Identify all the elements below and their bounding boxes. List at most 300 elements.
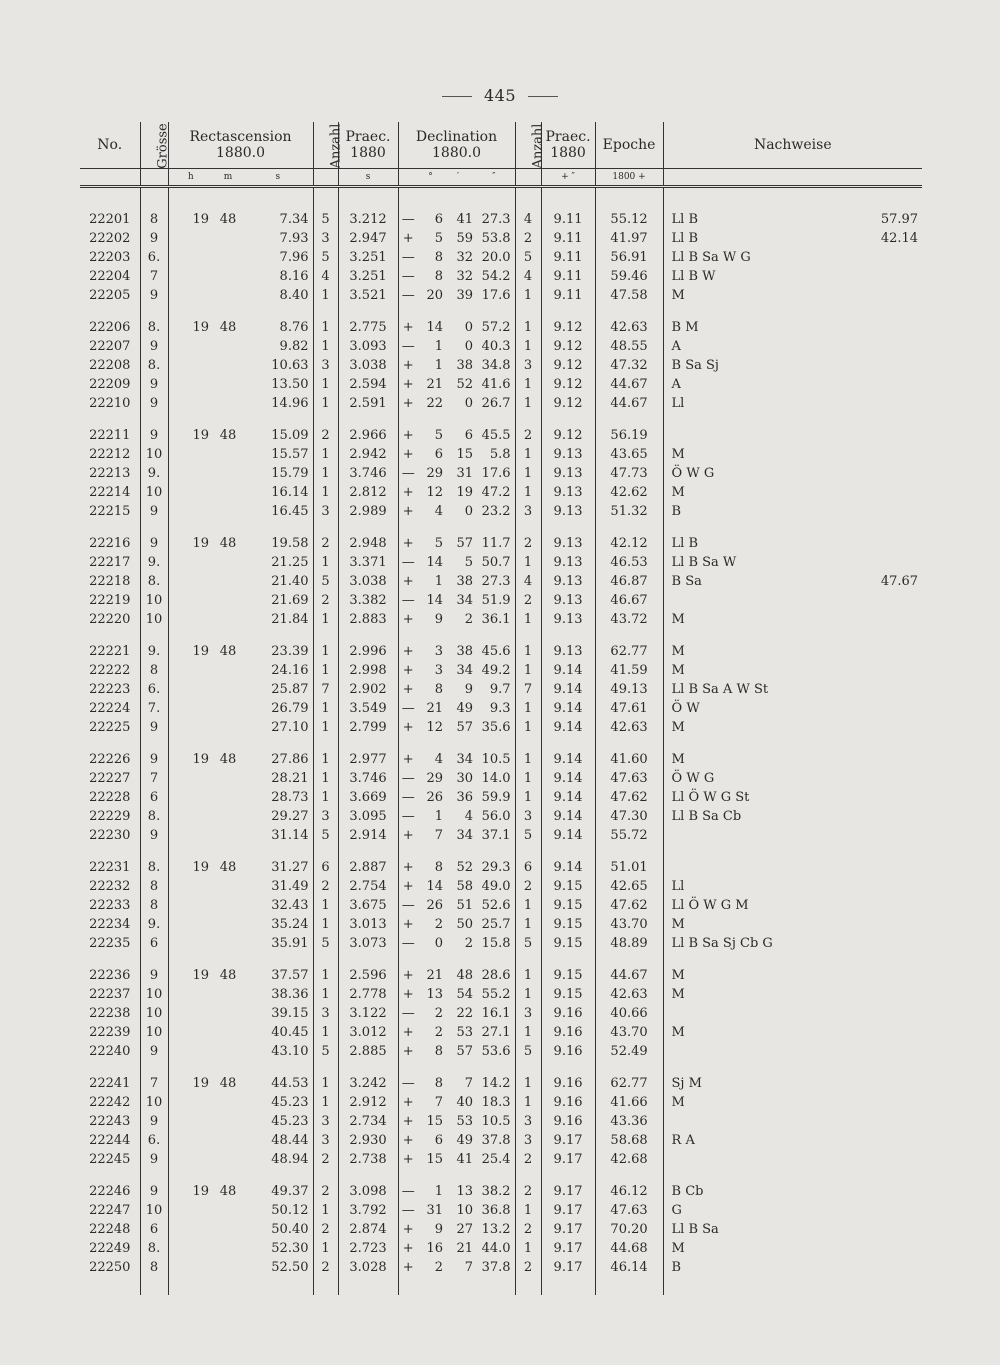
cell-ra-hours bbox=[168, 356, 213, 375]
cell-anzahl-dec: 1 bbox=[515, 1023, 541, 1042]
cell-anzahl: 1 bbox=[313, 953, 338, 985]
table-row bbox=[80, 807, 922, 826]
cell-ra-minutes bbox=[213, 248, 243, 267]
cell-anzahl: 1 bbox=[313, 1201, 338, 1220]
cell-dec-arcmin: 7 bbox=[464, 1260, 473, 1275]
cell-ra-hours bbox=[168, 1150, 213, 1169]
cell-nachweise-extra bbox=[823, 807, 922, 826]
cell-dec-degrees: 9 bbox=[434, 612, 443, 627]
cell-dec-sign: + bbox=[398, 1042, 418, 1061]
cell-dec-sign: — bbox=[398, 464, 418, 483]
cell-ra-hours bbox=[168, 1042, 213, 1061]
cell-praec-ra: 3.251 bbox=[338, 267, 398, 286]
cell-ra-minutes bbox=[213, 375, 243, 394]
cell-nachweise: Ö W G bbox=[663, 464, 823, 483]
cell-ra-minutes bbox=[213, 356, 243, 375]
cell-no: 22223 bbox=[89, 682, 131, 697]
cell-epoche: 40.66 bbox=[595, 1004, 663, 1023]
subheader-praec-dec-unit: + ″ bbox=[541, 169, 595, 187]
cell-dec-sign: + bbox=[398, 1023, 418, 1042]
cell-nachweise-extra bbox=[823, 1004, 922, 1023]
cell-dec-sign: — bbox=[398, 699, 418, 718]
cell-anzahl-dec: 2 bbox=[515, 1169, 541, 1201]
cell-dec-sign: + bbox=[398, 1239, 418, 1258]
cell-nachweise: M bbox=[663, 445, 823, 464]
cell-anzahl: 1 bbox=[313, 1061, 338, 1093]
table-row bbox=[80, 896, 922, 915]
cell-dec-arcsec: 53.6 bbox=[481, 1044, 511, 1059]
cell-dec-arcsec: 15.8 bbox=[481, 936, 511, 951]
cell-dec-sign: + bbox=[398, 1093, 418, 1112]
cell-nachweise-extra bbox=[823, 502, 922, 521]
cell-ra-minutes bbox=[213, 1042, 243, 1061]
cell-praec-ra: 3.746 bbox=[338, 464, 398, 483]
cell-praec-dec: 9.16 bbox=[541, 1042, 595, 1061]
cell-praec-dec: 9.14 bbox=[541, 737, 595, 769]
cell-epoche: 44.67 bbox=[595, 375, 663, 394]
cell-praec-dec: 9.16 bbox=[541, 1061, 595, 1093]
cell-dec-arcmin: 50 bbox=[456, 917, 473, 932]
cell-dec-sign: + bbox=[398, 953, 418, 985]
cell-groesse: 8. bbox=[140, 807, 168, 826]
cell-anzahl-dec: 2 bbox=[515, 229, 541, 248]
cell-dec-degrees: 16 bbox=[426, 1241, 443, 1256]
cell-dec-degrees: 21 bbox=[426, 968, 443, 983]
cell-dec-arcmin: 30 bbox=[456, 771, 473, 786]
cell-ra-minutes bbox=[213, 1150, 243, 1169]
cell-praec-ra: 3.028 bbox=[338, 1258, 398, 1277]
cell-dec-arcmin: 48 bbox=[456, 968, 473, 983]
cell-dec-sign: + bbox=[398, 375, 418, 394]
cell-groesse: 9 bbox=[140, 337, 168, 356]
cell-anzahl-dec: 2 bbox=[515, 521, 541, 553]
cell-nachweise-extra bbox=[823, 845, 922, 877]
cell-dec-degrees: 7 bbox=[434, 1095, 443, 1110]
cell-groesse: 8 bbox=[140, 661, 168, 680]
cell-no: 22224 bbox=[89, 701, 131, 716]
cell-ra-hours: 19 bbox=[168, 413, 213, 445]
cell-dec-degrees: 20 bbox=[426, 288, 443, 303]
cell-praec-ra: 3.093 bbox=[338, 337, 398, 356]
cell-dec-arcsec: 27.3 bbox=[481, 212, 511, 227]
cell-dec-arcmin: 32 bbox=[456, 269, 473, 284]
cell-no: 22228 bbox=[89, 790, 131, 805]
cell-dec-arcsec: 47.2 bbox=[481, 485, 511, 500]
cell-ra-minutes bbox=[213, 1131, 243, 1150]
cell-ra-minutes bbox=[213, 934, 243, 953]
cell-nachweise: Ll B Sa bbox=[663, 1220, 823, 1239]
cell-dec-arcmin: 41 bbox=[456, 212, 473, 227]
cell-ra-seconds: 48.44 bbox=[271, 1133, 309, 1148]
cell-dec-arcsec: 25.4 bbox=[481, 1152, 511, 1167]
cell-ra-hours bbox=[168, 1220, 213, 1239]
cell-no: 22234 bbox=[89, 917, 131, 932]
cell-praec-dec: 9.12 bbox=[541, 375, 595, 394]
cell-nachweise-extra bbox=[823, 826, 922, 845]
cell-nachweise-extra bbox=[823, 1201, 922, 1220]
cell-dec-degrees: 31 bbox=[426, 1203, 443, 1218]
cell-dec-degrees: 21 bbox=[426, 377, 443, 392]
cell-praec-dec: 9.17 bbox=[541, 1169, 595, 1201]
cell-no: 22215 bbox=[89, 504, 131, 519]
cell-groesse: 6. bbox=[140, 1131, 168, 1150]
cell-ra-hours bbox=[168, 591, 213, 610]
cell-dec-arcmin: 58 bbox=[456, 879, 473, 894]
cell-anzahl-dec: 7 bbox=[515, 680, 541, 699]
cell-epoche: 49.13 bbox=[595, 680, 663, 699]
cell-nachweise-extra bbox=[823, 413, 922, 445]
cell-nachweise-extra bbox=[823, 394, 922, 413]
cell-epoche: 47.30 bbox=[595, 807, 663, 826]
cell-nachweise: B Cb bbox=[663, 1169, 823, 1201]
subheader-seconds: s bbox=[243, 169, 313, 187]
cell-dec-sign: — bbox=[398, 769, 418, 788]
cell-anzahl: 1 bbox=[313, 337, 338, 356]
cell-nachweise-extra bbox=[823, 521, 922, 553]
cell-epoche: 52.49 bbox=[595, 1042, 663, 1061]
cell-groesse: 7 bbox=[140, 267, 168, 286]
cell-anzahl: 4 bbox=[313, 267, 338, 286]
table-row bbox=[80, 1042, 922, 1061]
cell-groesse: 10 bbox=[140, 985, 168, 1004]
cell-epoche: 43.72 bbox=[595, 610, 663, 629]
cell-dec-degrees: 3 bbox=[434, 663, 443, 678]
cell-no: 22231 bbox=[89, 860, 131, 875]
cell-praec-ra: 2.883 bbox=[338, 610, 398, 629]
cell-no: 22226 bbox=[89, 752, 131, 767]
cell-anzahl-dec: 1 bbox=[515, 788, 541, 807]
cell-epoche: 55.12 bbox=[595, 187, 663, 230]
cell-no: 22247 bbox=[89, 1203, 131, 1218]
table-row bbox=[80, 1220, 922, 1239]
cell-nachweise: M bbox=[663, 718, 823, 737]
cell-no: 22218 bbox=[89, 574, 131, 589]
cell-nachweise-extra bbox=[823, 610, 922, 629]
cell-nachweise: M bbox=[663, 629, 823, 661]
cell-praec-ra: 2.914 bbox=[338, 826, 398, 845]
cell-anzahl-dec: 2 bbox=[515, 1258, 541, 1277]
cell-dec-sign: + bbox=[398, 737, 418, 769]
cell-dec-degrees: 5 bbox=[434, 428, 443, 443]
cell-epoche: 62.77 bbox=[595, 1061, 663, 1093]
cell-nachweise: M bbox=[663, 610, 823, 629]
cell-dec-arcmin: 7 bbox=[464, 1076, 473, 1091]
cell-dec-degrees: 14 bbox=[426, 879, 443, 894]
cell-dec-sign: + bbox=[398, 826, 418, 845]
cell-ra-seconds: 39.15 bbox=[271, 1006, 309, 1021]
cell-dec-sign: + bbox=[398, 229, 418, 248]
cell-no: 22248 bbox=[89, 1222, 131, 1237]
table-row bbox=[80, 629, 922, 661]
cell-praec-dec: 9.17 bbox=[541, 1220, 595, 1239]
subheader-arcmin: ′ bbox=[443, 169, 473, 187]
table-row bbox=[80, 375, 922, 394]
cell-ra-minutes: 48 bbox=[219, 1076, 237, 1091]
cell-ra-seconds: 26.79 bbox=[271, 701, 309, 716]
cell-praec-ra: 2.887 bbox=[338, 845, 398, 877]
table-row bbox=[80, 267, 922, 286]
cell-dec-degrees: 12 bbox=[426, 720, 443, 735]
table-row bbox=[80, 1131, 922, 1150]
cell-nachweise-extra bbox=[823, 248, 922, 267]
cell-epoche: 58.68 bbox=[595, 1131, 663, 1150]
cell-nachweise-extra bbox=[823, 699, 922, 718]
cell-dec-arcsec: 38.2 bbox=[481, 1184, 511, 1199]
cell-dec-sign: + bbox=[398, 877, 418, 896]
cell-epoche: 44.68 bbox=[595, 1239, 663, 1258]
cell-epoche: 46.53 bbox=[595, 553, 663, 572]
cell-nachweise-extra bbox=[823, 375, 922, 394]
cell-dec-arcsec: 59.9 bbox=[481, 790, 511, 805]
cell-anzahl-dec: 3 bbox=[515, 1112, 541, 1131]
cell-anzahl-dec: 2 bbox=[515, 1220, 541, 1239]
cell-praec-ra: 2.902 bbox=[338, 680, 398, 699]
cell-praec-ra: 3.669 bbox=[338, 788, 398, 807]
cell-praec-ra: 2.591 bbox=[338, 394, 398, 413]
cell-ra-hours bbox=[168, 267, 213, 286]
cell-dec-degrees: 29 bbox=[426, 466, 443, 481]
cell-dec-arcsec: 13.2 bbox=[481, 1222, 511, 1237]
cell-groesse: 10 bbox=[140, 445, 168, 464]
cell-dec-sign: + bbox=[398, 985, 418, 1004]
cell-dec-arcsec: 26.7 bbox=[481, 396, 511, 411]
cell-anzahl-dec: 1 bbox=[515, 769, 541, 788]
table-row bbox=[80, 187, 922, 230]
cell-epoche: 46.12 bbox=[595, 1169, 663, 1201]
cell-praec-ra: 3.038 bbox=[338, 572, 398, 591]
cell-dec-degrees: 15 bbox=[426, 1114, 443, 1129]
cell-epoche: 47.32 bbox=[595, 356, 663, 375]
table-row bbox=[80, 1201, 922, 1220]
cell-ra-minutes bbox=[213, 807, 243, 826]
cell-dec-degrees: 2 bbox=[434, 1260, 443, 1275]
cell-anzahl: 1 bbox=[313, 305, 338, 337]
cell-nachweise: Ll B Sa A W St bbox=[663, 680, 823, 699]
cell-no: 22214 bbox=[89, 485, 131, 500]
table-row bbox=[80, 1093, 922, 1112]
cell-dec-sign: + bbox=[398, 305, 418, 337]
cell-no: 22236 bbox=[89, 968, 131, 983]
cell-ra-hours bbox=[168, 699, 213, 718]
cell-anzahl: 2 bbox=[313, 413, 338, 445]
table-row bbox=[80, 826, 922, 845]
cell-anzahl-dec: 1 bbox=[515, 610, 541, 629]
cell-dec-sign: + bbox=[398, 1112, 418, 1131]
cell-ra-seconds: 52.30 bbox=[271, 1241, 309, 1256]
cell-nachweise: A bbox=[663, 375, 823, 394]
cell-dec-arcsec: 57.2 bbox=[481, 320, 511, 335]
cell-nachweise-extra bbox=[823, 1169, 922, 1201]
table-row bbox=[80, 445, 922, 464]
cell-ra-seconds: 23.39 bbox=[271, 644, 309, 659]
cell-anzahl: 5 bbox=[313, 1042, 338, 1061]
cell-praec-dec: 9.14 bbox=[541, 718, 595, 737]
cell-epoche: 42.63 bbox=[595, 985, 663, 1004]
cell-no: 22220 bbox=[89, 612, 131, 627]
cell-epoche: 44.67 bbox=[595, 953, 663, 985]
cell-ra-minutes bbox=[213, 229, 243, 248]
cell-groesse: 8. bbox=[140, 845, 168, 877]
cell-praec-ra: 3.212 bbox=[338, 187, 398, 230]
cell-dec-arcsec: 49.2 bbox=[481, 663, 511, 678]
cell-ra-minutes bbox=[213, 718, 243, 737]
cell-anzahl-dec: 6 bbox=[515, 845, 541, 877]
cell-nachweise bbox=[663, 826, 823, 845]
cell-epoche: 41.59 bbox=[595, 661, 663, 680]
cell-nachweise bbox=[663, 1112, 823, 1131]
cell-praec-ra: 2.977 bbox=[338, 737, 398, 769]
cell-praec-ra: 3.013 bbox=[338, 915, 398, 934]
cell-epoche: 42.63 bbox=[595, 718, 663, 737]
table-row bbox=[80, 286, 922, 305]
cell-anzahl: 7 bbox=[313, 680, 338, 699]
cell-anzahl: 1 bbox=[313, 699, 338, 718]
cell-epoche: 47.73 bbox=[595, 464, 663, 483]
cell-nachweise-extra: 57.97 bbox=[880, 212, 919, 227]
cell-ra-minutes bbox=[213, 1258, 243, 1277]
cell-ra-seconds: 50.40 bbox=[271, 1222, 309, 1237]
cell-groesse: 9 bbox=[140, 1042, 168, 1061]
cell-dec-arcmin: 6 bbox=[464, 428, 473, 443]
cell-nachweise: B Sa Sj bbox=[663, 356, 823, 375]
cell-groesse: 9. bbox=[140, 915, 168, 934]
table-row bbox=[80, 337, 922, 356]
cell-ra-seconds: 25.87 bbox=[271, 682, 309, 697]
cell-anzahl-dec: 1 bbox=[515, 661, 541, 680]
cell-praec-dec: 9.15 bbox=[541, 915, 595, 934]
cell-no: 22221 bbox=[89, 644, 131, 659]
cell-no: 22211 bbox=[89, 428, 131, 443]
header-epoche: Epoche bbox=[595, 122, 663, 169]
cell-no: 22222 bbox=[89, 663, 131, 678]
cell-dec-sign: + bbox=[398, 394, 418, 413]
cell-praec-ra: 2.594 bbox=[338, 375, 398, 394]
cell-ra-hours bbox=[168, 896, 213, 915]
cell-nachweise-extra bbox=[823, 680, 922, 699]
cell-praec-dec: 9.17 bbox=[541, 1131, 595, 1150]
cell-ra-hours: 19 bbox=[168, 521, 213, 553]
cell-praec-dec: 9.15 bbox=[541, 877, 595, 896]
cell-groesse: 10 bbox=[140, 1201, 168, 1220]
cell-nachweise: M bbox=[663, 737, 823, 769]
cell-epoche: 47.62 bbox=[595, 896, 663, 915]
cell-nachweise: Ll B Sa Cb bbox=[663, 807, 823, 826]
cell-praec-dec: 9.13 bbox=[541, 553, 595, 572]
cell-dec-arcmin: 0 bbox=[464, 339, 473, 354]
cell-praec-dec: 9.12 bbox=[541, 356, 595, 375]
cell-nachweise: Ll B Sa W bbox=[663, 553, 823, 572]
table-row bbox=[80, 305, 922, 337]
cell-ra-seconds: 32.43 bbox=[271, 898, 309, 913]
cell-praec-ra: 2.734 bbox=[338, 1112, 398, 1131]
cell-dec-sign: + bbox=[398, 1150, 418, 1169]
cell-ra-seconds: 16.14 bbox=[271, 485, 309, 500]
cell-ra-minutes bbox=[213, 661, 243, 680]
table-row bbox=[80, 1061, 922, 1093]
cell-anzahl-dec: 2 bbox=[515, 413, 541, 445]
cell-ra-hours bbox=[168, 1201, 213, 1220]
header-praec-dec: Praec. 1880 bbox=[541, 122, 595, 169]
cell-no: 22206 bbox=[89, 320, 131, 335]
cell-anzahl-dec: 1 bbox=[515, 699, 541, 718]
cell-no: 22209 bbox=[89, 377, 131, 392]
cell-ra-minutes bbox=[213, 267, 243, 286]
cell-praec-dec: 9.13 bbox=[541, 572, 595, 591]
cell-nachweise: M bbox=[663, 483, 823, 502]
cell-anzahl-dec: 2 bbox=[515, 591, 541, 610]
cell-no: 22243 bbox=[89, 1114, 131, 1129]
table-row bbox=[80, 769, 922, 788]
cell-dec-arcmin: 34 bbox=[456, 752, 473, 767]
cell-ra-seconds: 15.79 bbox=[271, 466, 309, 481]
subheader-minutes: m bbox=[213, 169, 243, 187]
cell-ra-seconds: 15.57 bbox=[271, 447, 309, 462]
cell-dec-degrees: 1 bbox=[434, 339, 443, 354]
cell-anzahl-dec: 1 bbox=[515, 737, 541, 769]
cell-praec-ra: 2.775 bbox=[338, 305, 398, 337]
cell-dec-arcsec: 23.2 bbox=[481, 504, 511, 519]
cell-dec-degrees: 29 bbox=[426, 771, 443, 786]
cell-ra-hours: 19 bbox=[168, 1169, 213, 1201]
cell-anzahl-dec: 4 bbox=[515, 187, 541, 230]
cell-anzahl-dec: 3 bbox=[515, 1004, 541, 1023]
cell-anzahl: 1 bbox=[313, 769, 338, 788]
cell-ra-minutes bbox=[213, 572, 243, 591]
cell-nachweise-extra bbox=[823, 1061, 922, 1093]
cell-no: 22205 bbox=[89, 288, 131, 303]
cell-dec-arcmin: 2 bbox=[464, 936, 473, 951]
cell-dec-arcsec: 10.5 bbox=[481, 1114, 511, 1129]
cell-praec-ra: 2.738 bbox=[338, 1150, 398, 1169]
cell-dec-degrees: 2 bbox=[434, 1025, 443, 1040]
subheader-epoche-unit: 1800 + bbox=[595, 169, 663, 187]
cell-nachweise: A bbox=[663, 337, 823, 356]
cell-dec-arcsec: 27.3 bbox=[481, 574, 511, 589]
cell-dec-degrees: 7 bbox=[434, 828, 443, 843]
cell-anzahl-dec: 1 bbox=[515, 337, 541, 356]
cell-nachweise: Ll bbox=[663, 877, 823, 896]
cell-ra-seconds: 45.23 bbox=[271, 1095, 309, 1110]
cell-groesse: 9 bbox=[140, 718, 168, 737]
cell-anzahl-dec: 1 bbox=[515, 718, 541, 737]
cell-anzahl: 1 bbox=[313, 394, 338, 413]
cell-praec-dec: 9.13 bbox=[541, 610, 595, 629]
cell-anzahl-dec: 1 bbox=[515, 1061, 541, 1093]
cell-ra-seconds: 28.21 bbox=[271, 771, 309, 786]
subheader-degrees: ° bbox=[418, 169, 443, 187]
cell-dec-arcsec: 17.6 bbox=[481, 288, 511, 303]
cell-ra-minutes bbox=[213, 610, 243, 629]
cell-groesse: 9. bbox=[140, 553, 168, 572]
cell-groesse: 9 bbox=[140, 953, 168, 985]
cell-groesse: 9 bbox=[140, 394, 168, 413]
cell-dec-arcmin: 40 bbox=[456, 1095, 473, 1110]
cell-dec-degrees: 13 bbox=[426, 987, 443, 1002]
cell-dec-degrees: 8 bbox=[434, 682, 443, 697]
table-row bbox=[80, 572, 922, 591]
cell-groesse: 7 bbox=[140, 1061, 168, 1093]
cell-dec-degrees: 12 bbox=[426, 485, 443, 500]
cell-groesse: 10 bbox=[140, 1093, 168, 1112]
table-row bbox=[80, 788, 922, 807]
table-row bbox=[80, 248, 922, 267]
cell-dec-arcmin: 34 bbox=[456, 663, 473, 678]
cell-dec-arcsec: 11.7 bbox=[481, 536, 511, 551]
cell-epoche: 41.60 bbox=[595, 737, 663, 769]
cell-anzahl-dec: 4 bbox=[515, 572, 541, 591]
star-catalog-table bbox=[80, 122, 922, 1295]
cell-dec-arcsec: 28.6 bbox=[481, 968, 511, 983]
